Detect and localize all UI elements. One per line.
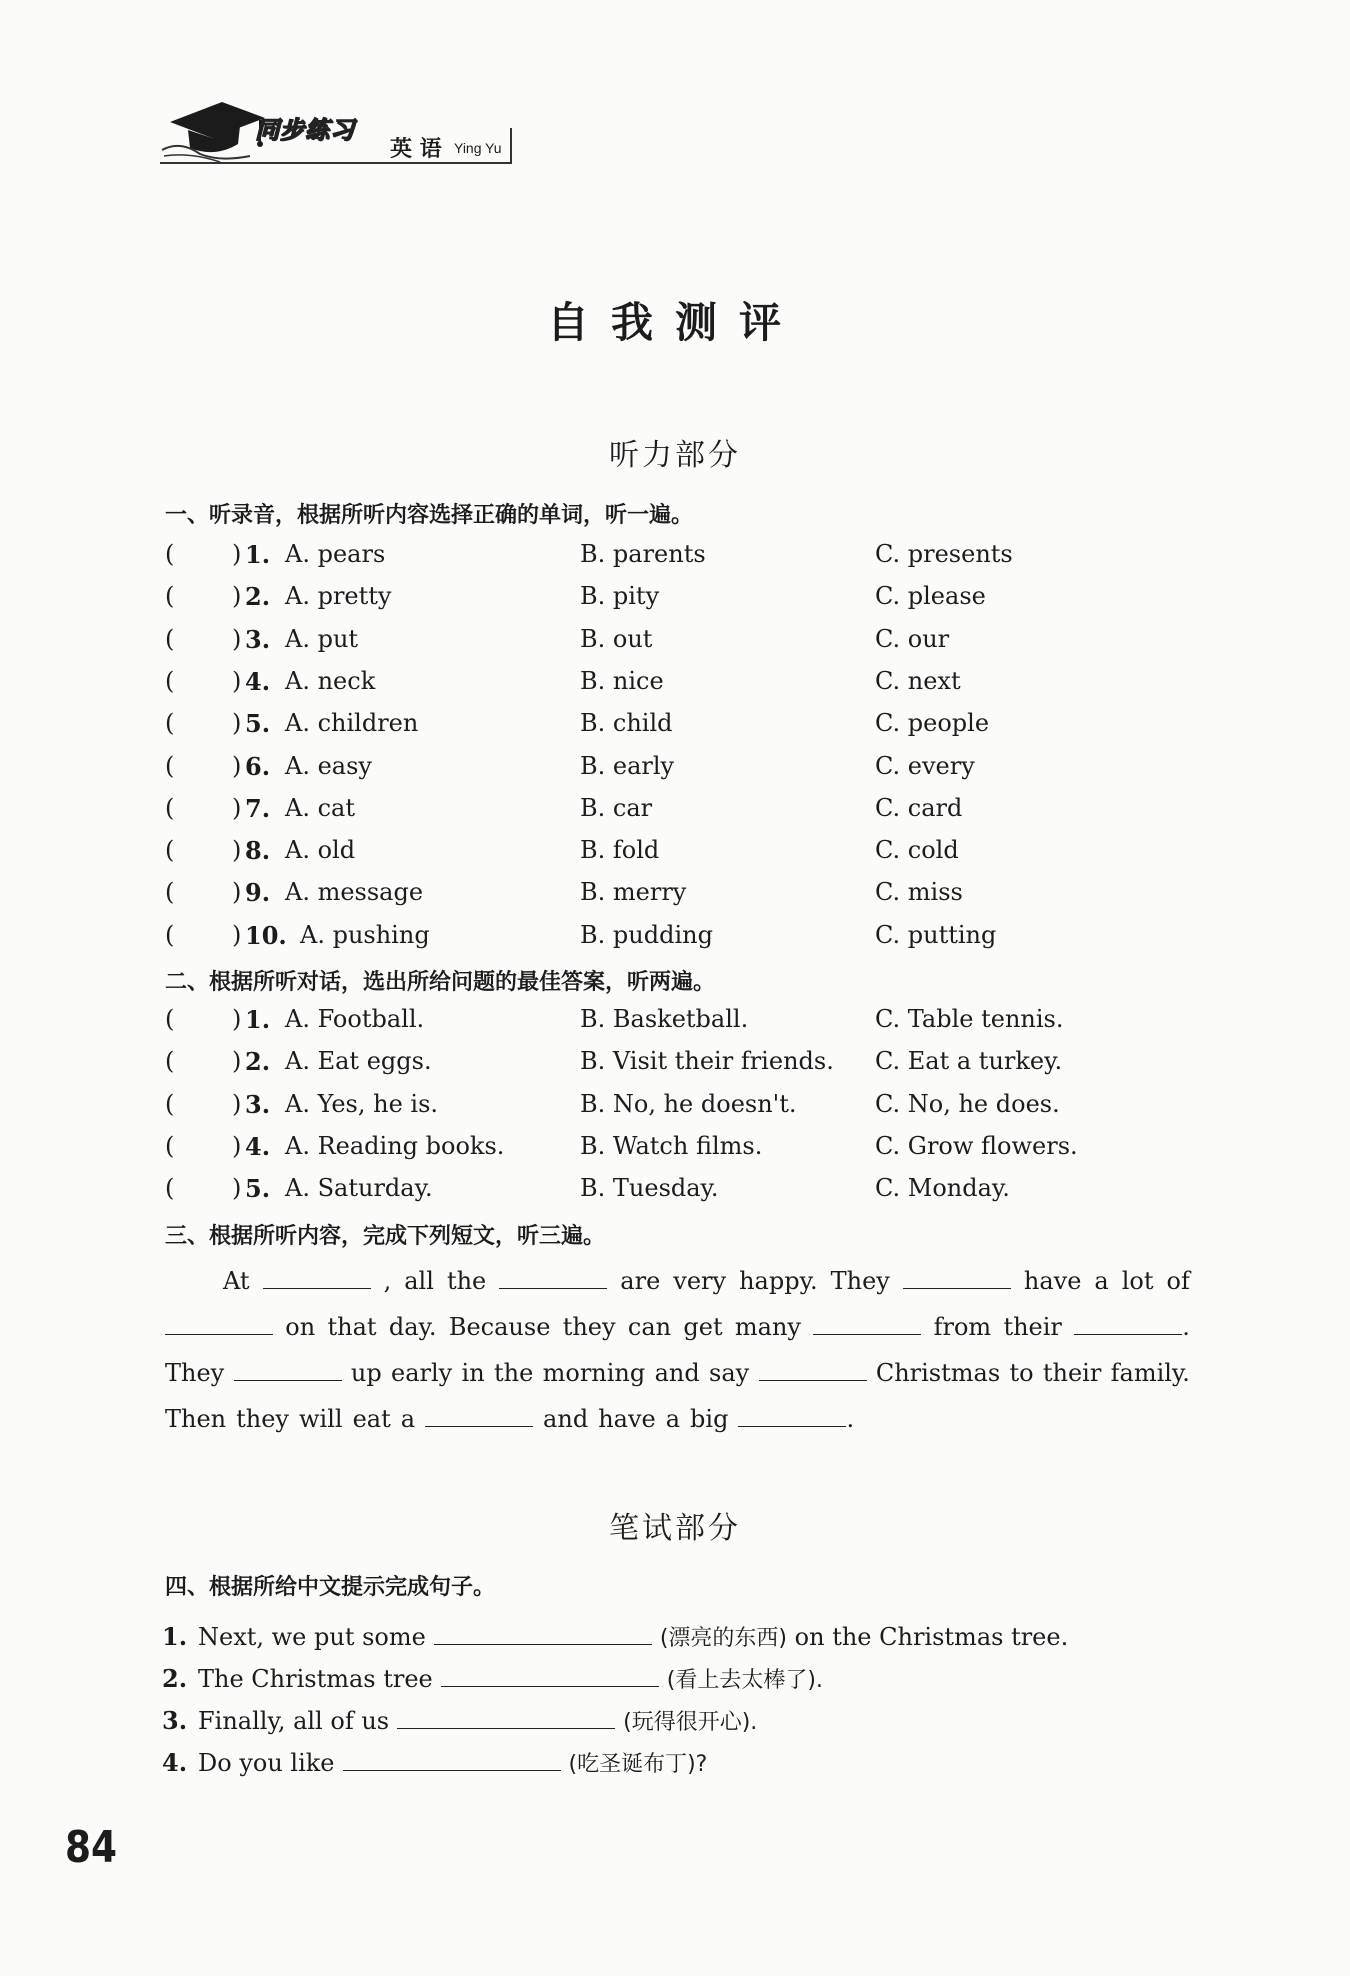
question-row [165,667,1215,707]
answer-paren-close: ) [232,709,242,738]
question-number: 3. [245,624,271,654]
series-title: 同步练习 [255,116,355,144]
option-a[interactable]: A. neck [285,666,376,695]
option-c[interactable]: C. Monday. [875,1174,1010,1203]
cloze-blank[interactable] [759,1350,867,1381]
question-row [165,878,1215,918]
answer-paren-open[interactable]: ( [165,793,175,822]
question-number: 1. [245,1005,271,1034]
option-a[interactable]: A. easy [285,751,372,780]
answer-paren-close: ) [232,1089,242,1118]
question-row [165,794,1215,834]
option-b[interactable]: B. fold [580,836,660,865]
question-row [165,1132,1215,1172]
answer-blank[interactable] [343,1740,561,1771]
option-c[interactable]: C. cold [875,836,959,865]
option-a[interactable]: A. children [285,709,419,738]
option-b[interactable]: B. Basketball. [580,1005,749,1033]
page-number: 84 [65,1822,118,1873]
option-a[interactable]: A. pears [285,540,386,568]
translation-item: 4. Do you like (吃圣诞布丁)? [162,1740,707,1780]
cloze-passage [165,1258,1190,1442]
answer-paren-close: ) [232,878,242,907]
cloze-line-3: They up early in the morning and say Christmas to their family. [165,1350,1190,1396]
question-row [165,1174,1215,1214]
option-b[interactable]: B. Watch films. [580,1131,763,1160]
option-a[interactable]: A. Yes, he is. [285,1089,439,1118]
cloze-blank[interactable] [1074,1304,1182,1335]
question-row [165,921,1215,961]
option-a[interactable]: A. Reading books. [285,1131,505,1160]
question-number: 9. [245,878,271,908]
cloze-blank[interactable] [165,1304,273,1335]
cloze-line-2: on that day. Because they can get many from their . [165,1304,1190,1350]
option-b[interactable]: B. No, he doesn't. [580,1089,797,1118]
option-b[interactable]: B. pity [580,582,660,611]
translation-item: 2. The Christmas tree (看上去太棒了). [162,1656,823,1696]
answer-paren-open[interactable]: ( [165,540,175,568]
option-c[interactable]: C. card [875,793,963,822]
cloze-blank[interactable] [263,1258,371,1289]
answer-paren-close: ) [232,1005,242,1033]
answer-paren-close: ) [232,836,242,865]
question-row [165,1090,1215,1130]
cloze-line-1: At , all the are very happy. They have a lot of [165,1258,1190,1304]
listening-part-title: 听力部分 [609,438,741,473]
question-row [165,836,1215,876]
answer-paren-open[interactable]: ( [165,836,175,865]
option-b[interactable]: B. child [580,709,673,738]
question-number: 2. [245,1047,271,1077]
cloze-line-4: Then they will eat a and have a big . [165,1396,1190,1442]
option-c[interactable]: C. miss [875,878,963,907]
cloze-blank[interactable] [903,1258,1011,1289]
option-c[interactable]: C. Eat a turkey. [875,1047,1063,1076]
answer-paren-open[interactable]: ( [165,666,175,695]
question-row [165,709,1215,749]
cloze-blank[interactable] [425,1396,533,1427]
question-row [165,582,1215,622]
answer-paren-close: ) [232,751,242,780]
graduation-cap-icon [160,100,270,170]
question-number: 7. [245,793,271,823]
cloze-blank[interactable] [499,1258,607,1289]
question-row [165,625,1215,665]
option-b[interactable]: B. Tuesday. [580,1174,719,1203]
option-b[interactable]: B. car [580,793,653,822]
option-a[interactable]: A. pushing [300,920,430,949]
translation-item: 1. Next, we put some (漂亮的东西) on the Christmas tree. [162,1614,1068,1654]
answer-paren-open[interactable]: ( [165,920,175,949]
answer-paren-open[interactable]: ( [165,1131,175,1160]
option-a[interactable]: A. Saturday. [285,1174,433,1203]
answer-paren-open[interactable]: ( [165,878,175,907]
answer-blank[interactable] [434,1614,652,1645]
option-c[interactable]: C. Grow flowers. [875,1131,1078,1160]
option-b[interactable]: B. Visit their friends. [580,1047,834,1076]
translation-item: 3. Finally, all of us (玩得很开心). [162,1698,757,1738]
answer-paren-open[interactable]: ( [165,582,175,611]
option-a[interactable]: A. put [285,624,359,653]
answer-paren-close: ) [232,1174,242,1203]
answer-paren-open[interactable]: ( [165,1089,175,1118]
option-a[interactable]: A. Eat eggs. [285,1047,432,1076]
cloze-blank[interactable] [813,1304,921,1335]
answer-blank[interactable] [397,1698,615,1729]
question-row [165,1047,1215,1087]
question-number: 2. [245,582,271,612]
question-number: 10. [245,920,287,950]
section-3-heading: 三、根据所听内容，完成下列短文，听三遍。 [165,1224,606,1249]
option-c[interactable]: C. No, he does. [875,1089,1060,1118]
option-b[interactable]: B. nice [580,666,664,695]
option-a[interactable]: A. cat [285,793,355,822]
option-c[interactable]: C. people [875,709,990,738]
option-c[interactable]: C. our [875,624,950,653]
answer-paren-close: ) [232,1131,242,1160]
option-a[interactable]: A. old [285,836,356,865]
question-row [165,752,1215,792]
question-number: 1. [245,540,271,569]
option-c[interactable]: C. next [875,666,961,695]
subject-label: 英 语 [390,137,442,162]
answer-paren-close: ) [232,540,242,568]
answer-paren-open[interactable]: ( [165,751,175,780]
question-number: 3. [245,1089,271,1119]
question-row [165,540,1215,580]
option-a[interactable]: A. message [285,878,424,907]
option-c[interactable]: C. Table tennis. [875,1005,1064,1033]
page-header [160,100,520,170]
option-c[interactable]: C. putting [875,920,997,949]
option-b[interactable]: B. pudding [580,920,713,949]
option-a[interactable]: A. pretty [285,582,392,611]
section-1-heading: 一、听录音，根据所听内容选择正确的单词，听一遍。 [165,503,694,528]
answer-paren-close: ) [232,624,242,653]
question-row [165,1005,1215,1045]
option-c[interactable]: C. presents [875,540,1013,568]
option-b[interactable]: B. merry [580,878,687,907]
question-number: 6. [245,751,271,781]
answer-paren-open[interactable]: ( [165,1174,175,1203]
option-b[interactable]: B. out [580,624,653,653]
answer-paren-close: ) [232,920,242,949]
subject-pinyin: Ying Yu [454,140,502,156]
answer-paren-close: ) [232,582,242,611]
option-c[interactable]: C. every [875,751,975,780]
question-number: 5. [245,709,271,739]
answer-paren-open[interactable]: ( [165,709,175,738]
question-number: 4. [245,666,271,696]
option-b[interactable]: B. parents [580,540,706,568]
answer-paren-close: ) [232,793,242,822]
answer-paren-close: ) [232,666,242,695]
section-2-heading: 二、根据所听对话，选出所给问题的最佳答案，听两遍。 [165,970,716,995]
answer-paren-close: ) [232,1047,242,1076]
option-c[interactable]: C. please [875,582,986,611]
section-4-heading: 四、根据所给中文提示完成句子。 [165,1575,496,1600]
answer-paren-open[interactable]: ( [165,1047,175,1076]
question-number: 5. [245,1174,271,1204]
option-b[interactable]: B. early [580,751,675,780]
page-title: 自我测评 [546,298,803,347]
answer-paren-open[interactable]: ( [165,624,175,653]
cloze-blank[interactable] [738,1396,846,1427]
option-a[interactable]: A. Football. [285,1005,425,1033]
answer-blank[interactable] [441,1656,659,1687]
cloze-blank[interactable] [234,1350,342,1381]
question-number: 8. [245,836,271,866]
answer-paren-open[interactable]: ( [165,1005,175,1033]
question-number: 4. [245,1131,271,1161]
written-part-title: 笔试部分 [609,1511,741,1546]
